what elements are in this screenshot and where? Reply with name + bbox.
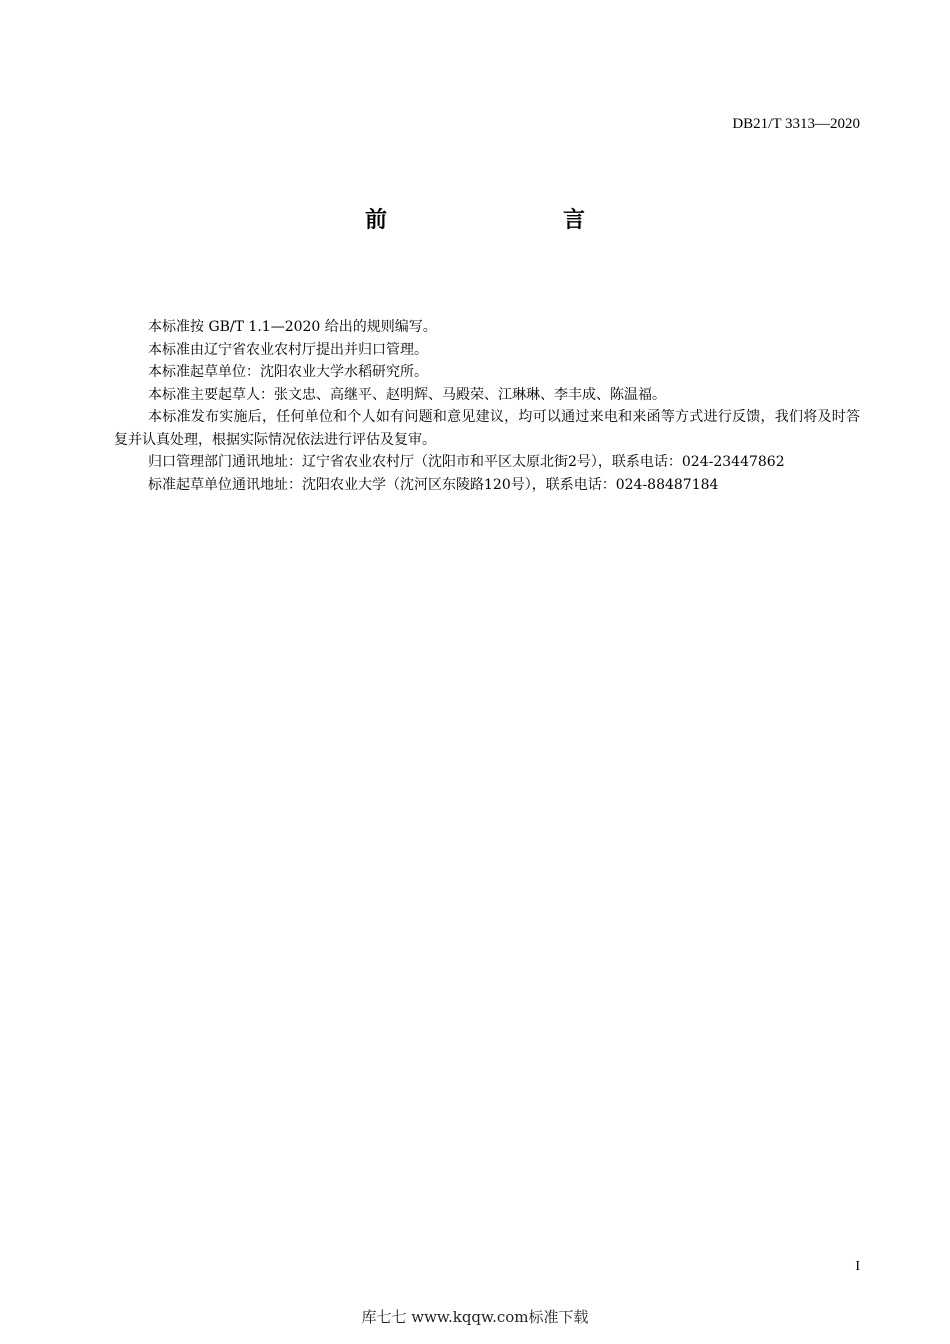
paragraph-feedback: 本标准发布实施后，任何单位和个人如有问题和意见建议，均可以通过来电和来函等方式进行反馈，我们将及时答复并认真处理，根据实际情况依法进行评估及复审。 bbox=[114, 409, 860, 448]
page-number: I bbox=[855, 1259, 860, 1274]
page-title: 前 言 bbox=[364, 207, 629, 233]
paragraph-rules: 本标准按 GB/T 1.1—2020 给出的规则编写。 bbox=[148, 319, 437, 335]
paragraph-drafter-address: 标准起草单位通讯地址：沈阳农业大学（沈河区东陵路120号），联系电话：024-88487184 bbox=[148, 476, 719, 493]
paragraph-drafting-unit: 本标准起草单位：沈阳农业大学水稻研究所。 bbox=[148, 364, 428, 380]
paragraph-proposer: 本标准由辽宁省农业农村厅提出并归口管理。 bbox=[148, 341, 428, 358]
document-code: DB21/T 3313—2020 bbox=[732, 116, 860, 132]
paragraph-drafters: 本标准主要起草人：张文忠、高继平、赵明辉、马殿荣、江琳琳、李丰成、陈温福。 bbox=[148, 386, 666, 403]
paragraph-admin-address: 归口管理部门通讯地址：辽宁省农业农村厅（沈阳市和平区太原北街2号），联系电话：024-23447862 bbox=[148, 454, 785, 470]
foreword-body bbox=[114, 316, 860, 496]
footer-watermark: 库七七 www.kqqw.com标准下载 bbox=[361, 1308, 589, 1326]
